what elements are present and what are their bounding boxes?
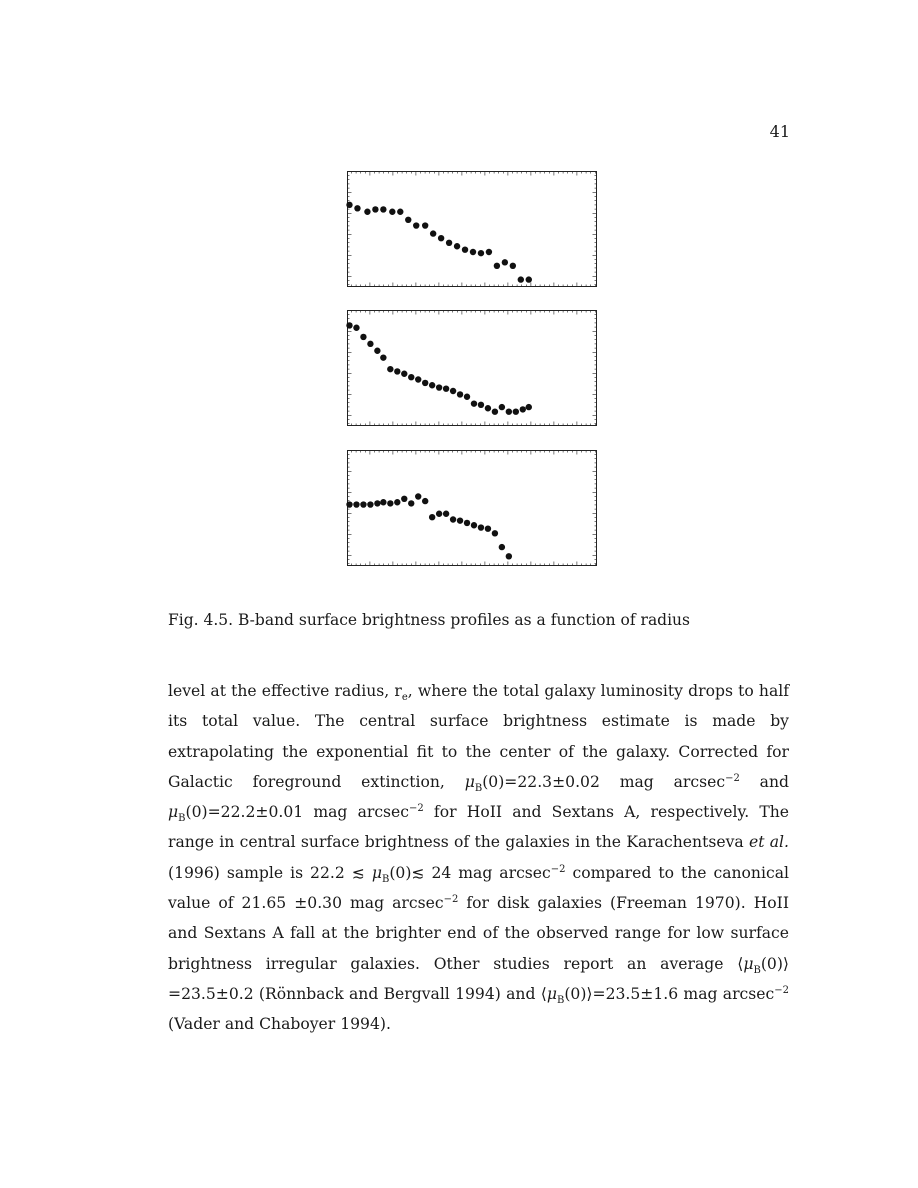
text-run: (Vader and Chaboyer 1994). [168, 1015, 391, 1034]
mu-symbol: μ [168, 803, 179, 822]
data-point [492, 530, 498, 536]
data-point [374, 348, 380, 354]
data-point [499, 544, 505, 550]
data-point [429, 382, 435, 388]
data-point [415, 493, 421, 499]
band-subscript: B [556, 995, 565, 1007]
data-point [389, 209, 395, 215]
data-point [346, 202, 352, 208]
data-point [380, 206, 386, 212]
data-point [415, 376, 421, 382]
profile-plot-top [346, 170, 598, 288]
data-point [430, 230, 436, 236]
data-point [364, 209, 370, 215]
data-point [346, 322, 352, 328]
data-point [470, 249, 476, 255]
text-run: compared to the canonical value of 21.65 ±0.30 mag arcsec [168, 863, 789, 913]
data-point [526, 404, 532, 410]
angle-bracket: ⟨ [540, 984, 547, 1003]
data-point [520, 406, 526, 412]
data-point [422, 222, 428, 228]
data-point [478, 402, 484, 408]
data-point [499, 404, 505, 410]
data-point [485, 526, 491, 532]
data-point [494, 263, 500, 269]
data-point [485, 405, 491, 411]
average-brightness-1: (0)⟩=23.5±0.2 (Rönnback and Bergvall 1994) and [168, 954, 789, 1003]
exponent: −2 [443, 893, 459, 905]
data-point [518, 276, 524, 282]
exponent: −2 [550, 863, 566, 875]
data-point [457, 391, 463, 397]
text-run: , where the total galaxy luminosity drops to half its total value. The central surface brightness estimate is made by extrapolating the exponential fit to the center of the galaxy. Corrected for Galactic foreground extinction, [168, 682, 790, 791]
profile-plot-middle [346, 309, 598, 427]
data-point [353, 325, 359, 331]
angle-bracket: ⟨ [737, 954, 744, 973]
mu-symbol: μ [546, 984, 557, 1003]
data-point [471, 522, 477, 528]
data-point [380, 499, 386, 505]
data-point [360, 501, 366, 507]
text-run: level at the effective radius, r [168, 682, 402, 700]
data-point [380, 354, 386, 360]
mu-symbol: μ [464, 772, 475, 791]
brightness-range: (0)≲ 24 mag arcsec [389, 863, 551, 882]
data-point [478, 250, 484, 256]
plot-frame [348, 451, 597, 566]
data-point [387, 500, 393, 506]
data-point [422, 498, 428, 504]
data-point [446, 240, 452, 246]
profile-panel-middle [346, 309, 598, 427]
data-point [353, 501, 359, 507]
data-point [443, 511, 449, 517]
data-point [454, 243, 460, 249]
data-point [438, 235, 444, 241]
plot-frame [348, 172, 597, 287]
exponent: −2 [725, 772, 740, 784]
data-point [510, 263, 516, 269]
data-point [397, 209, 403, 215]
page-number: 41 [769, 122, 790, 141]
text-run: and [739, 772, 790, 791]
data-point [401, 371, 407, 377]
plot-frame [348, 311, 597, 426]
hoii-central-brightness: (0)=22.3±0.02 mag arcsec [482, 772, 726, 791]
band-subscript: B [753, 964, 761, 976]
data-point [422, 380, 428, 386]
effective-radius-subscript: e [401, 692, 408, 704]
band-subscript: B [381, 873, 390, 885]
text-run: (1996) sample is 22.2 ≲ [168, 863, 372, 882]
data-point [394, 368, 400, 374]
data-point [405, 217, 411, 223]
data-point [436, 511, 442, 517]
figure-caption: Fig. 4.5. B-band surface brightness profiles as a function of radius [168, 611, 690, 629]
band-subscript: B [178, 813, 186, 825]
data-point [346, 501, 352, 507]
band-subscript: B [474, 783, 483, 794]
text-run: for HoII and Sextans A, respectively. The range in central surface brightness of the galaxies in the Karachentseva [168, 803, 789, 852]
profile-panel-bottom [346, 449, 598, 567]
data-point [471, 400, 477, 406]
data-point [394, 499, 400, 505]
data-point [408, 374, 414, 380]
data-point [367, 501, 373, 507]
body-paragraph [168, 676, 789, 1040]
sextans-central-brightness: (0)=22.2±0.01 mag arcsec [185, 803, 410, 822]
data-point [478, 524, 484, 530]
data-point [367, 341, 373, 347]
data-point [360, 334, 366, 340]
data-point [513, 409, 519, 415]
data-point [450, 388, 456, 394]
average-brightness-2: (0)⟩=23.5±1.6 mag arcsec [564, 984, 775, 1003]
data-point [354, 205, 360, 211]
data-point [408, 500, 414, 506]
profile-panel-top [346, 170, 598, 288]
data-point [464, 394, 470, 400]
data-point [492, 409, 498, 415]
data-point [526, 276, 532, 282]
mu-symbol: μ [371, 863, 382, 882]
data-point [457, 517, 463, 523]
data-point [464, 520, 470, 526]
data-point [462, 247, 468, 253]
mu-symbol: μ [743, 954, 754, 973]
data-point [506, 553, 512, 559]
data-point [450, 516, 456, 522]
data-point [429, 514, 435, 520]
exponent: −2 [774, 984, 789, 996]
exponent: −2 [409, 803, 424, 814]
data-point [506, 409, 512, 415]
data-point [387, 366, 393, 372]
data-point [502, 259, 508, 265]
data-point [443, 386, 449, 392]
text-run: for disk galaxies (Freeman 1970). HoII and Sextans A fall at the brighter end of the observed range for low surface brightness irregular galaxies. Other studies report an average [168, 894, 789, 973]
data-point [401, 496, 407, 502]
profile-plot-bottom [346, 449, 598, 567]
data-point [436, 384, 442, 390]
data-point [486, 249, 492, 255]
data-point [413, 222, 419, 228]
data-point [374, 500, 380, 506]
et-al: et al. [748, 833, 789, 852]
data-point [372, 206, 378, 212]
